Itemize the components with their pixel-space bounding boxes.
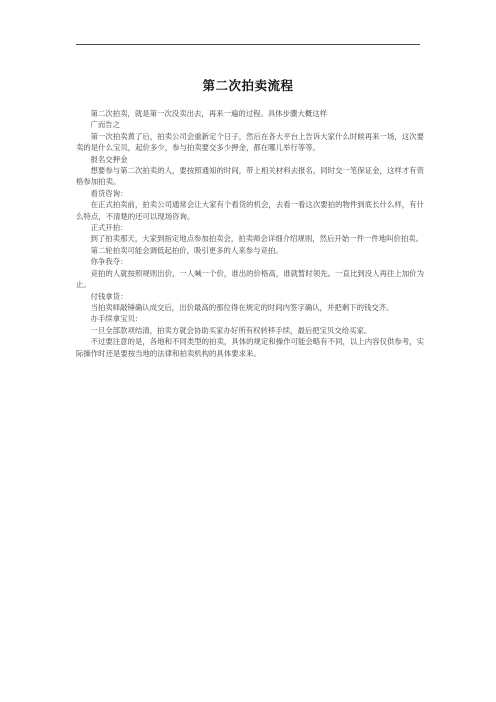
section-heading-inspect: 看货咨询： [90, 188, 128, 198]
section-heading-payment: 付钱拿货： [90, 291, 128, 301]
section-heading-transfer: 办手续拿宝贝： [90, 314, 143, 324]
section-heading-announce: 广而告之 [90, 120, 121, 130]
paragraph-inspect: 在正式拍卖前，拍卖公司通常会让大家有个看货的机会，去看一看这次要拍的物件到底长什么样，有什么特点，不清楚的还可以现场咨询。 [76, 200, 424, 221]
section-heading-start: 正式开拍： [90, 223, 128, 233]
paragraph-bidding: 竞拍的人就按照规则出价，一人喊一个价，谁出的价格高，谁就暂时领先。一直比到没人再往上加价为止。 [76, 268, 424, 290]
paragraph-payment: 当拍卖师敲锤确认成交后，出价最高的那位得在规定的时间内签字确认，并把剩下的钱交齐。 [90, 302, 394, 312]
paragraph-transfer: 一旦全部款项结清，拍卖方就会协助买家办好所有权转移手续，最后把宝贝交给买家。 [90, 325, 372, 335]
intro-paragraph: 第二次拍卖，就是第一次没卖出去，再来一遍的过程。具体步骤大概这样 [90, 109, 328, 118]
section-heading-register: 报名交押金 [90, 154, 128, 164]
page-title: 第二次拍卖流程 [202, 78, 294, 93]
paragraph-announce: 第一次拍卖黄了后，拍卖公司会重新定个日子，然后在各大平台上告诉大家什么时候再来一场，这次要卖的是什么宝贝，起价多少，参与拍卖要交多少押金，都在哪儿举行等等。 [76, 131, 424, 153]
closing-note: 不过要注意的是，各地和不同类型的拍卖，具体的规定和操作可能会略有不同，以上内容仅供参考，实际操作时还是要按当地的法律和拍卖机构的具体要求来。 [76, 337, 424, 358]
section-heading-bidding: 你争我夺： [90, 257, 128, 267]
header-rule [76, 44, 420, 45]
paragraph-start: 到了拍卖那天，大家到指定地点参加拍卖会，拍卖师会详细介绍规则，然后开始一件一件地叫价拍卖。 [90, 234, 424, 244]
document-body [76, 108, 424, 359]
paragraph-register: 想要参与第二次拍卖的人，要按照通知的时间，带上相关材料去报名，同时交一笔保证金，这样才有资格参加拍卖。 [76, 166, 424, 187]
paragraph-reserve-price: 第二轮拍卖可能会调低起拍价，吸引更多的人来参与竞拍。 [90, 245, 283, 255]
